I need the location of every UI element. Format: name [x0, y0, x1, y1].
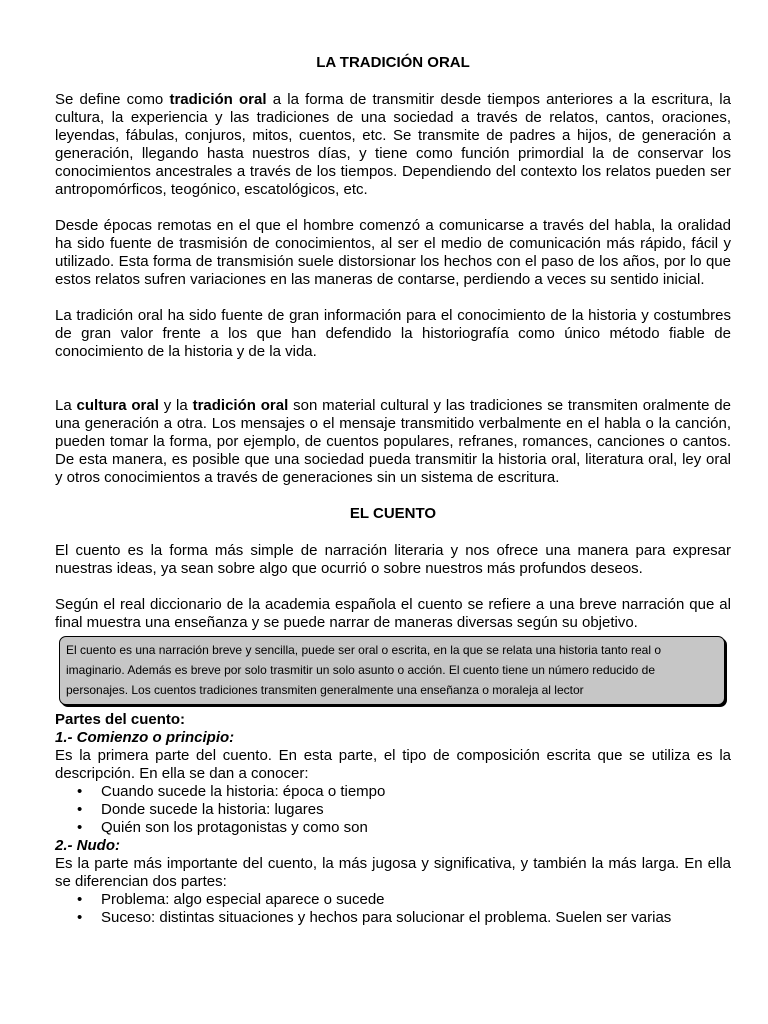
part1-heading: 1.- Comienzo o principio: — [55, 729, 235, 746]
bullet-icon: • — [77, 783, 83, 800]
text-run: La — [55, 397, 77, 414]
list-item-text: Donde sucede la historia: lugares — [101, 801, 324, 818]
paragraph-story-intro: El cuento es la forma más simple de narración literaria y nos ofrece una manera para expresar nuestras ideas, ya sean sobre algo que ocurrió o sobre nuestros más profundos deseos. — [55, 542, 731, 577]
list-item — [55, 909, 731, 927]
list-item-text: Quién son los protagonistas y como son — [101, 819, 368, 836]
part2-bullet-list — [55, 891, 731, 927]
paragraph-story-definition: Según el real diccionario de la academia española el cuento se refiere a una breve narración que al final muestra una enseñanza y se puede narrar de maneras diversas según su objetivo. — [55, 596, 731, 631]
list-item-text: Cuando sucede la historia: época o tiempo — [101, 783, 386, 800]
bold-term: tradición oral — [169, 91, 267, 108]
text-run: a la forma de transmitir desde tiempos anteriores a la escritura, la cultura, la experiencia y las tradiciones de una sociedad a través de relatos, cantos, oraciones, leyendas, fábulas, conjuros, mitos, cuentos, etc. Se transmite de padres a hijos, de generación a generación, llegando hasta nuestros días, y tiene como función primordial la de conservar los conocimientos ancestrales a través de los tiempos. Dependiendo del contexto los relatos pueden ser antropomórficos, teogónico, escatológicos, etc. — [55, 91, 731, 198]
list-item — [55, 801, 731, 819]
list-item-text: Problema: algo especial aparece o sucede — [101, 891, 385, 908]
bold-term: cultura oral — [76, 397, 159, 414]
bullet-icon: • — [77, 819, 83, 836]
paragraph-definition — [55, 91, 731, 199]
part2-text: Es la parte más importante del cuento, la más jugosa y significativa, y también la más larga. En ella se diferencian dos partes: — [55, 855, 731, 890]
part1-text: Es la primera parte del cuento. En esta parte, el tipo de composición escrita que se utiliza es la descripción. En ella se dan a conocer: — [55, 747, 731, 782]
bold-term: tradición oral — [192, 397, 289, 414]
paragraph-history: Desde épocas remotas en el que el hombre comenzó a comunicarse a través del habla, la oralidad ha sido fuente de trasmisión de conocimientos, al ser el medio de comunicación más rápido, fácil y utilizado. Esta forma de transmisión suele distorsionar los hechos con el paso de los años, por lo que estos relatos sufren variaciones en las maneras de contarse, perdiendo a veces su sentido inicial. — [55, 217, 731, 288]
bullet-icon: • — [77, 909, 83, 926]
page-title: LA TRADICIÓN ORAL — [316, 54, 470, 71]
list-item — [55, 783, 731, 801]
section-title: EL CUENTO — [349, 505, 437, 522]
parts-heading: Partes del cuento: — [55, 711, 186, 728]
document-body — [55, 54, 731, 927]
part2-heading: 2.- Nudo: — [55, 837, 120, 854]
paragraph-oral-culture — [55, 397, 731, 487]
list-item-text: Suceso: distintas situaciones y hechos para solucionar el problema. Suelen ser varias — [101, 909, 672, 926]
list-item — [55, 819, 731, 837]
part1-bullet-list — [55, 783, 731, 837]
list-item — [55, 891, 731, 909]
text-run: son material cultural y las tradiciones se transmiten oralmente de una generación a otra. Los mensajes o el mensaje transmitido verbalmente en el habla o la canción, pueden tomar la forma, por ejemplo, de cuentos populares, refranes, romances, canciones o cantos. De esta manera, es posible que una sociedad pueda transmitir la historia oral, literatura oral, ley oral y otros conocimientos a través de generaciones sin un sistema de escritura. — [55, 397, 731, 486]
paragraph-source: La tradición oral ha sido fuente de gran información para el conocimiento de la historia y costumbres de gran valor frente a los que han defendido la historiografía como único método fiable de conocimiento de la historia y de la vida. — [55, 307, 731, 360]
bullet-icon: • — [77, 891, 83, 908]
text-run: Se define como — [55, 91, 170, 108]
bullet-icon: • — [77, 801, 83, 818]
definition-callout-box: El cuento es una narración breve y sencilla, puede ser oral o escrita, en la que se relata una historia tanto real o imaginario. Además es breve por solo trasmitir un solo asunto o acción. El cuento tiene un número reducido de personajes. Los cuentos tradiciones transmiten generalmente una enseñanza o moraleja al lector — [59, 636, 725, 705]
text-run: y la — [158, 397, 193, 414]
